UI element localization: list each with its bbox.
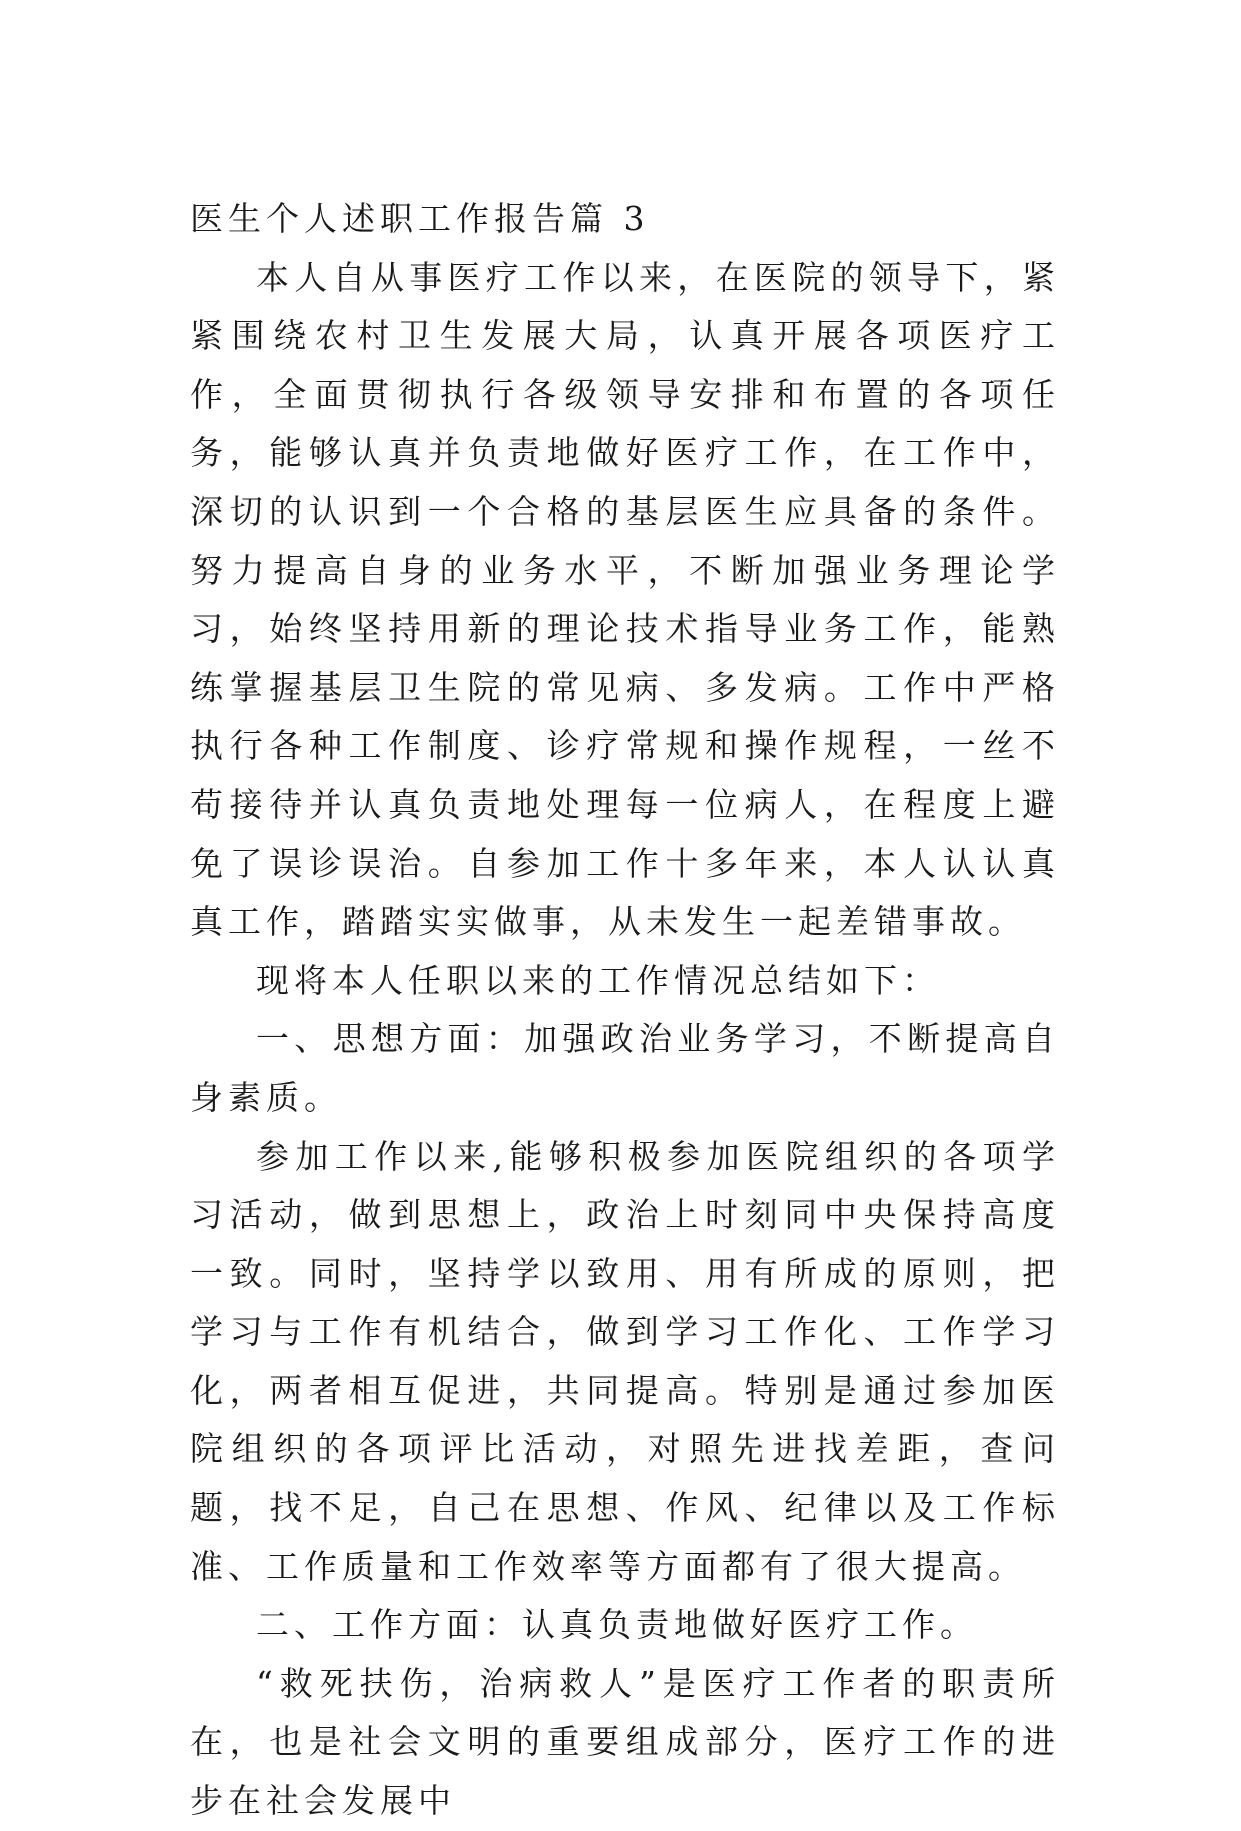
paragraph-intro: 本人自从事医疗工作以来，在医院的领导下，紧紧围绕农村卫生发展大局，认真开展各项医疗工作，全面贯彻执行各级领导安排和布置的各项任务，能够认真并负责地做好医疗工作，在工作中，深切的认识到一个合格的基层医生应具备的条件。努力提高自身的业务水平，不断加强业务理论学习，始终坚持用新的理论技术指导业务工作，能熟练掌握基层卫生院的常见病、多发病。工作中严格执行各种工作制度、诊疗常规和操作规程，一丝不苟接待并认真负责地处理每一位病人，在程度上避免了误诊误治。自参加工作十多年来，本人认认真真工作，踏踏实实做事，从未发生一起差错事故。 (190, 257, 1060, 942)
document-title: 医生个人述职工作报告篇 3 (190, 199, 650, 238)
section-heading-work: 二、工作方面：认真负责地做好医疗工作。 (256, 1605, 978, 1645)
paragraph-thought: 参加工作以来,能够积极参加医院组织的各项学习活动，做到思想上，政治上时刻同中央保持高度一致。同时，坚持学以致用、用有所成的原则，把学习与工作有机结合，做到学习工作化、工作学习化，两者相互促进，共同提高。特别是通过参加医院组织的各项评比活动，对照先进找差距，查问题，找不足，自己在思想、作风、纪律以及工作标准、工作质量和工作效率等方面都有了很大提高。 (190, 1136, 1060, 1586)
paragraph-work: “救死扶伤，治病救人”是医疗工作者的职责所在，也是社会文明的重要组成部分，医疗工作的进步在社会发展中 (190, 1663, 1060, 1821)
section-heading-thought: 一、思想方面：加强政治业务学习，不断提高自身素质。 (190, 1019, 1060, 1117)
paragraph-summary-lead: 现将本人任职以来的工作情况总结如下： (256, 960, 940, 1000)
document-body (190, 190, 1060, 1831)
